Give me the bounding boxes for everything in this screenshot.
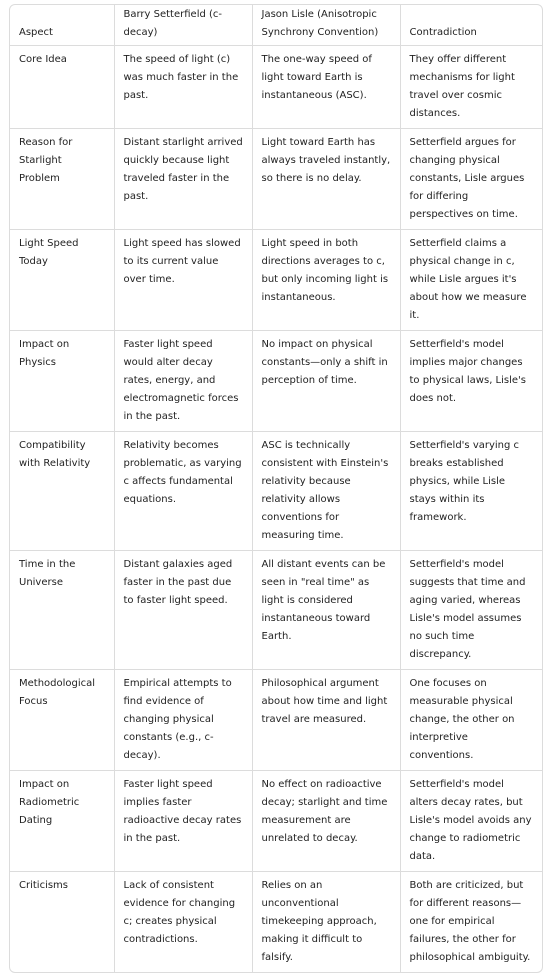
cell-setterfield: Faster light speed would alter decay rates, energy, and electromagnetic forces in the past.: [114, 331, 252, 432]
table-row: [10, 46, 542, 129]
cell-aspect: Impact on Physics: [10, 331, 114, 432]
cell-aspect: Reason for Starlight Problem: [10, 129, 114, 230]
cell-aspect: Methodological Focus: [10, 670, 114, 771]
header-setterfield: Barry Setterfield (c-decay): [114, 5, 252, 46]
header-lisle: Jason Lisle (Anisotropic Synchrony Convention): [252, 5, 400, 46]
cell-contradiction: Setterfield's model suggests that time and aging varied, whereas Lisle's model assumes no such time discrepancy.: [400, 551, 542, 670]
cell-setterfield: Distant galaxies aged faster in the past due to faster light speed.: [114, 551, 252, 670]
table-row: [10, 670, 542, 771]
cell-contradiction: Setterfield's model alters decay rates, but Lisle's model avoids any change to radiometric data.: [400, 771, 542, 872]
cell-setterfield: Relativity becomes problematic, as varying c affects fundamental equations.: [114, 432, 252, 551]
cell-aspect: Impact on Radiometric Dating: [10, 771, 114, 872]
cell-contradiction: One focuses on measurable physical change, the other on interpretive conventions.: [400, 670, 542, 771]
cell-contradiction: They offer different mechanisms for light travel over cosmic distances.: [400, 46, 542, 129]
cell-setterfield: The speed of light (c) was much faster in the past.: [114, 46, 252, 129]
cell-lisle: The one-way speed of light toward Earth is instantaneous (ASC).: [252, 46, 400, 129]
cell-lisle: Philosophical argument about how time and light travel are measured.: [252, 670, 400, 771]
cell-lisle: Light speed in both directions averages to c, but only incoming light is instantaneous.: [252, 230, 400, 331]
cell-lisle: No impact on physical constants—only a shift in perception of time.: [252, 331, 400, 432]
table-header: [10, 5, 542, 46]
cell-setterfield: Lack of consistent evidence for changing c; creates physical contradictions.: [114, 872, 252, 973]
cell-aspect: Compatibility with Relativity: [10, 432, 114, 551]
cell-lisle: Light toward Earth has always traveled instantly, so there is no delay.: [252, 129, 400, 230]
cell-lisle: No effect on radioactive decay; starlight and time measurement are unrelated to decay.: [252, 771, 400, 872]
cell-lisle: Relies on an unconventional timekeeping approach, making it difficult to falsify.: [252, 872, 400, 973]
cell-setterfield: Faster light speed implies faster radioactive decay rates in the past.: [114, 771, 252, 872]
table-row: [10, 129, 542, 230]
cell-lisle: All distant events can be seen in "real time" as light is considered instantaneous toward Earth.: [252, 551, 400, 670]
comparison-table-container: [9, 4, 543, 973]
comparison-table: [10, 5, 542, 972]
table-row: [10, 551, 542, 670]
table-row: [10, 331, 542, 432]
table-row: [10, 872, 542, 973]
cell-aspect: Time in the Universe: [10, 551, 114, 670]
cell-contradiction: Both are criticized, but for different reasons—one for empirical failures, the other for philosophical ambiguity.: [409, 880, 531, 963]
table-row: [10, 771, 542, 872]
cell-contradiction: Setterfield's varying c breaks established physics, while Lisle stays within its framework.: [400, 432, 542, 551]
cell-setterfield: Light speed has slowed to its current value over time.: [114, 230, 252, 331]
table-row: [10, 230, 542, 331]
cell-aspect: Criticisms: [10, 872, 114, 973]
cell-setterfield: Empirical attempts to find evidence of changing physical constants (e.g., c-decay).: [114, 670, 252, 771]
cell-aspect: Light Speed Today: [10, 230, 114, 331]
header-aspect: Aspect: [10, 5, 114, 46]
cell-contradiction: Setterfield claims a physical change in c, while Lisle argues it's about how we measure it.: [400, 230, 542, 331]
cell-aspect: Core Idea: [10, 46, 114, 129]
cell-contradiction: Setterfield's model implies major changes to physical laws, Lisle's does not.: [400, 331, 542, 432]
cell-contradiction: Setterfield argues for changing physical constants, Lisle argues for differing perspectives on time.: [400, 129, 542, 230]
cell-setterfield: Distant starlight arrived quickly because light traveled faster in the past.: [114, 129, 252, 230]
header-row: [10, 5, 542, 46]
cell-lisle: ASC is technically consistent with Einstein's relativity because relativity allows conventions for measuring time.: [252, 432, 400, 551]
header-contradiction: Contradiction: [400, 5, 542, 46]
table-body: [10, 46, 542, 973]
table-row: [10, 432, 542, 551]
